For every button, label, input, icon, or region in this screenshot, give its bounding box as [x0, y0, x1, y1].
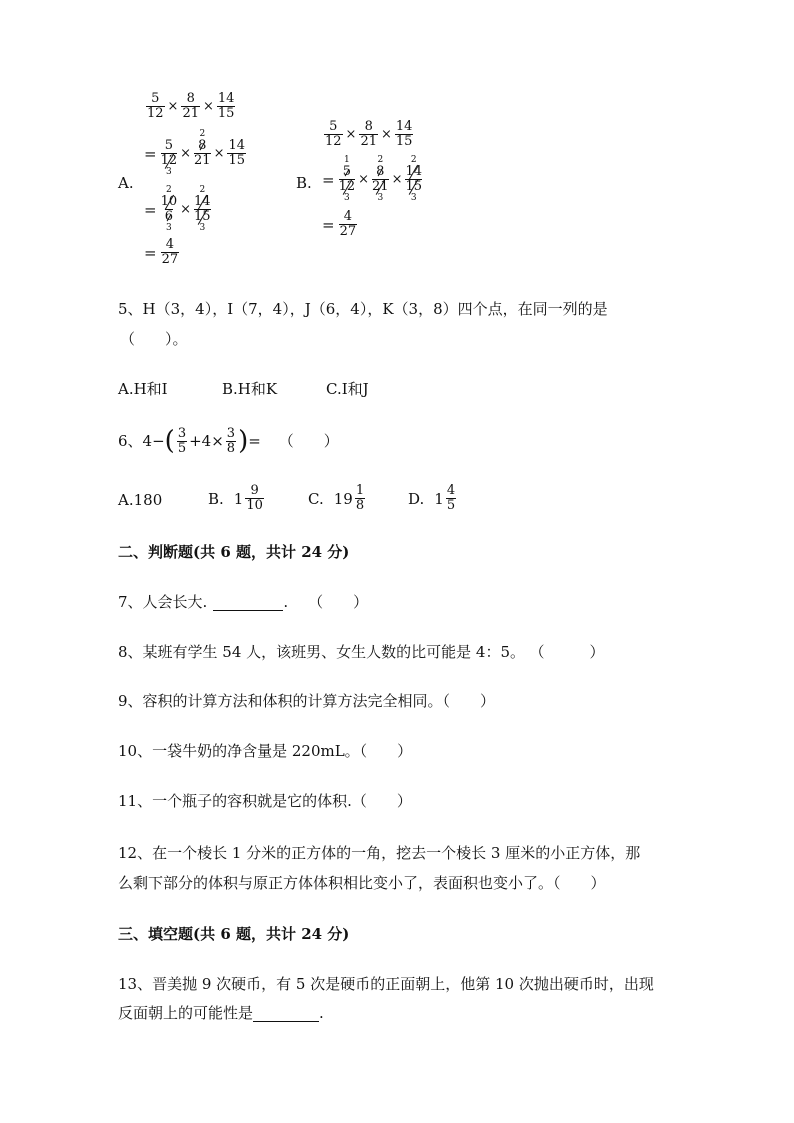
fraction: $\frac{5}{12}$ [147, 91, 164, 121]
q4a-line1: $\frac{5}{12}$ × $\frac{8}{21}$ × $\frac{14}{15}$ [147, 91, 235, 121]
fraction: $\frac{5}{12}$ [325, 119, 342, 149]
question-5-answer-paren: （ ）。 [120, 330, 188, 348]
fraction: $\frac{14}{15}$ [228, 138, 246, 168]
q6-prefix: 6、4− [118, 432, 165, 450]
question-9: 9、容积的计算方法和体积的计算方法完全相同。（ ） [118, 692, 496, 710]
q4-option-a [118, 92, 278, 272]
q6-options [118, 484, 478, 516]
q4a-line3: = 2 10 6 3 × 2 14 15 3 [144, 185, 211, 233]
q4b-line3: = $\frac{4}{27}$ [322, 209, 357, 239]
fraction: $\frac{3}{8}$ [226, 425, 236, 456]
question-11: 11、一个瓶子的容积就是它的体积.（ ） [118, 792, 412, 810]
left-paren: ( [164, 426, 175, 456]
cancelled-fraction: 2 8 21 3 [372, 155, 389, 203]
question-5-text: 5、H（3，4），I（7，4），J（6，4），K（3，8）四个点，在同一列的是 [118, 300, 608, 318]
q6-mid: +4× [189, 432, 224, 450]
section-3-title: 三、填空题(共 6 题，共计 24 分) [118, 925, 350, 943]
q4a-line4: = $\frac{4}{27}$ [144, 237, 179, 267]
cancelled-fraction: 2 10 6 3 [160, 185, 178, 233]
q4a-line2: = 5 12 3 × 2 8 21 × $\frac{14}{15}$ [144, 129, 246, 177]
q5-option-a: A.H和I [118, 380, 168, 398]
q6-option-c: C. 19 $\frac{1}{8}$ [308, 483, 365, 513]
q6-option-a: A.180 [118, 491, 163, 509]
cancelled-fraction: 1 5 12 3 [338, 155, 356, 203]
q6-option-d: D. 1 $\frac{4}{5}$ [408, 483, 456, 513]
fraction: $\frac{8}{21}$ [182, 91, 199, 121]
cancelled-fraction: 5 12 3 [160, 138, 178, 177]
question-13-line-2: 反面朝上的可能性是 . [118, 1004, 324, 1022]
answer-blank[interactable] [253, 1005, 319, 1022]
q5-option-c: C.I和J [326, 380, 369, 398]
q4b-line1: $\frac{5}{12}$ × $\frac{8}{21}$ × $\frac{14}{15}$ [325, 119, 413, 149]
cancelled-fraction: 2 8 21 [194, 129, 211, 168]
section-2-title: 二、判断题(共 6 题，共计 24 分) [118, 543, 350, 561]
question-6 [118, 425, 339, 457]
fraction: $\frac{3}{5}$ [177, 425, 187, 456]
q4-option-a-label: A. [118, 174, 134, 192]
cancelled-fraction: 2 14 15 3 [194, 185, 211, 233]
question-12-line-2: 么剩下部分的体积与原正方体体积相比变小了，表面积也变小了。（ ） [118, 874, 606, 892]
fraction: $\frac{4}{27}$ [161, 237, 179, 267]
q4-option-b-label: B. [296, 174, 312, 192]
q6-option-b: B. 1 $\frac{9}{10}$ [208, 483, 263, 513]
q5-option-b: B.H和K [222, 380, 278, 398]
question-7: 7、人会长大. . （ ） [118, 593, 369, 611]
fraction: $\frac{14}{15}$ [395, 119, 413, 149]
right-paren: ) [238, 426, 249, 456]
q4b-line2: = 1 5 12 3 × 2 8 21 3 × 2 14 15 3 [322, 155, 423, 203]
question-13-line-1: 13、晋美抛 9 次硬币，有 5 次是硬币的正面朝上，他第 10 次抛出硬币时，出现 [118, 975, 654, 993]
q6-answer-paren: （ ） [278, 432, 339, 450]
q6-suffix: = [248, 432, 261, 450]
fraction: $\frac{14}{15}$ [217, 91, 235, 121]
answer-blank[interactable] [213, 594, 283, 611]
cancelled-fraction: 2 14 15 3 [405, 155, 423, 203]
question-8: 8、某班有学生 54 人，该班男、女生人数的比可能是 4：5。 （ ） [118, 643, 605, 661]
question-12-line-1: 12、在一个棱长 1 分米的正方体的一角，挖去一个棱长 3 厘米的小正方体，那 [118, 844, 641, 862]
question-10: 10、一袋牛奶的净含量是 220mL。（ ） [118, 742, 413, 760]
q4-option-b [296, 120, 456, 250]
fraction: $\frac{4}{27}$ [339, 209, 357, 239]
fraction: $\frac{8}{21}$ [360, 119, 377, 149]
